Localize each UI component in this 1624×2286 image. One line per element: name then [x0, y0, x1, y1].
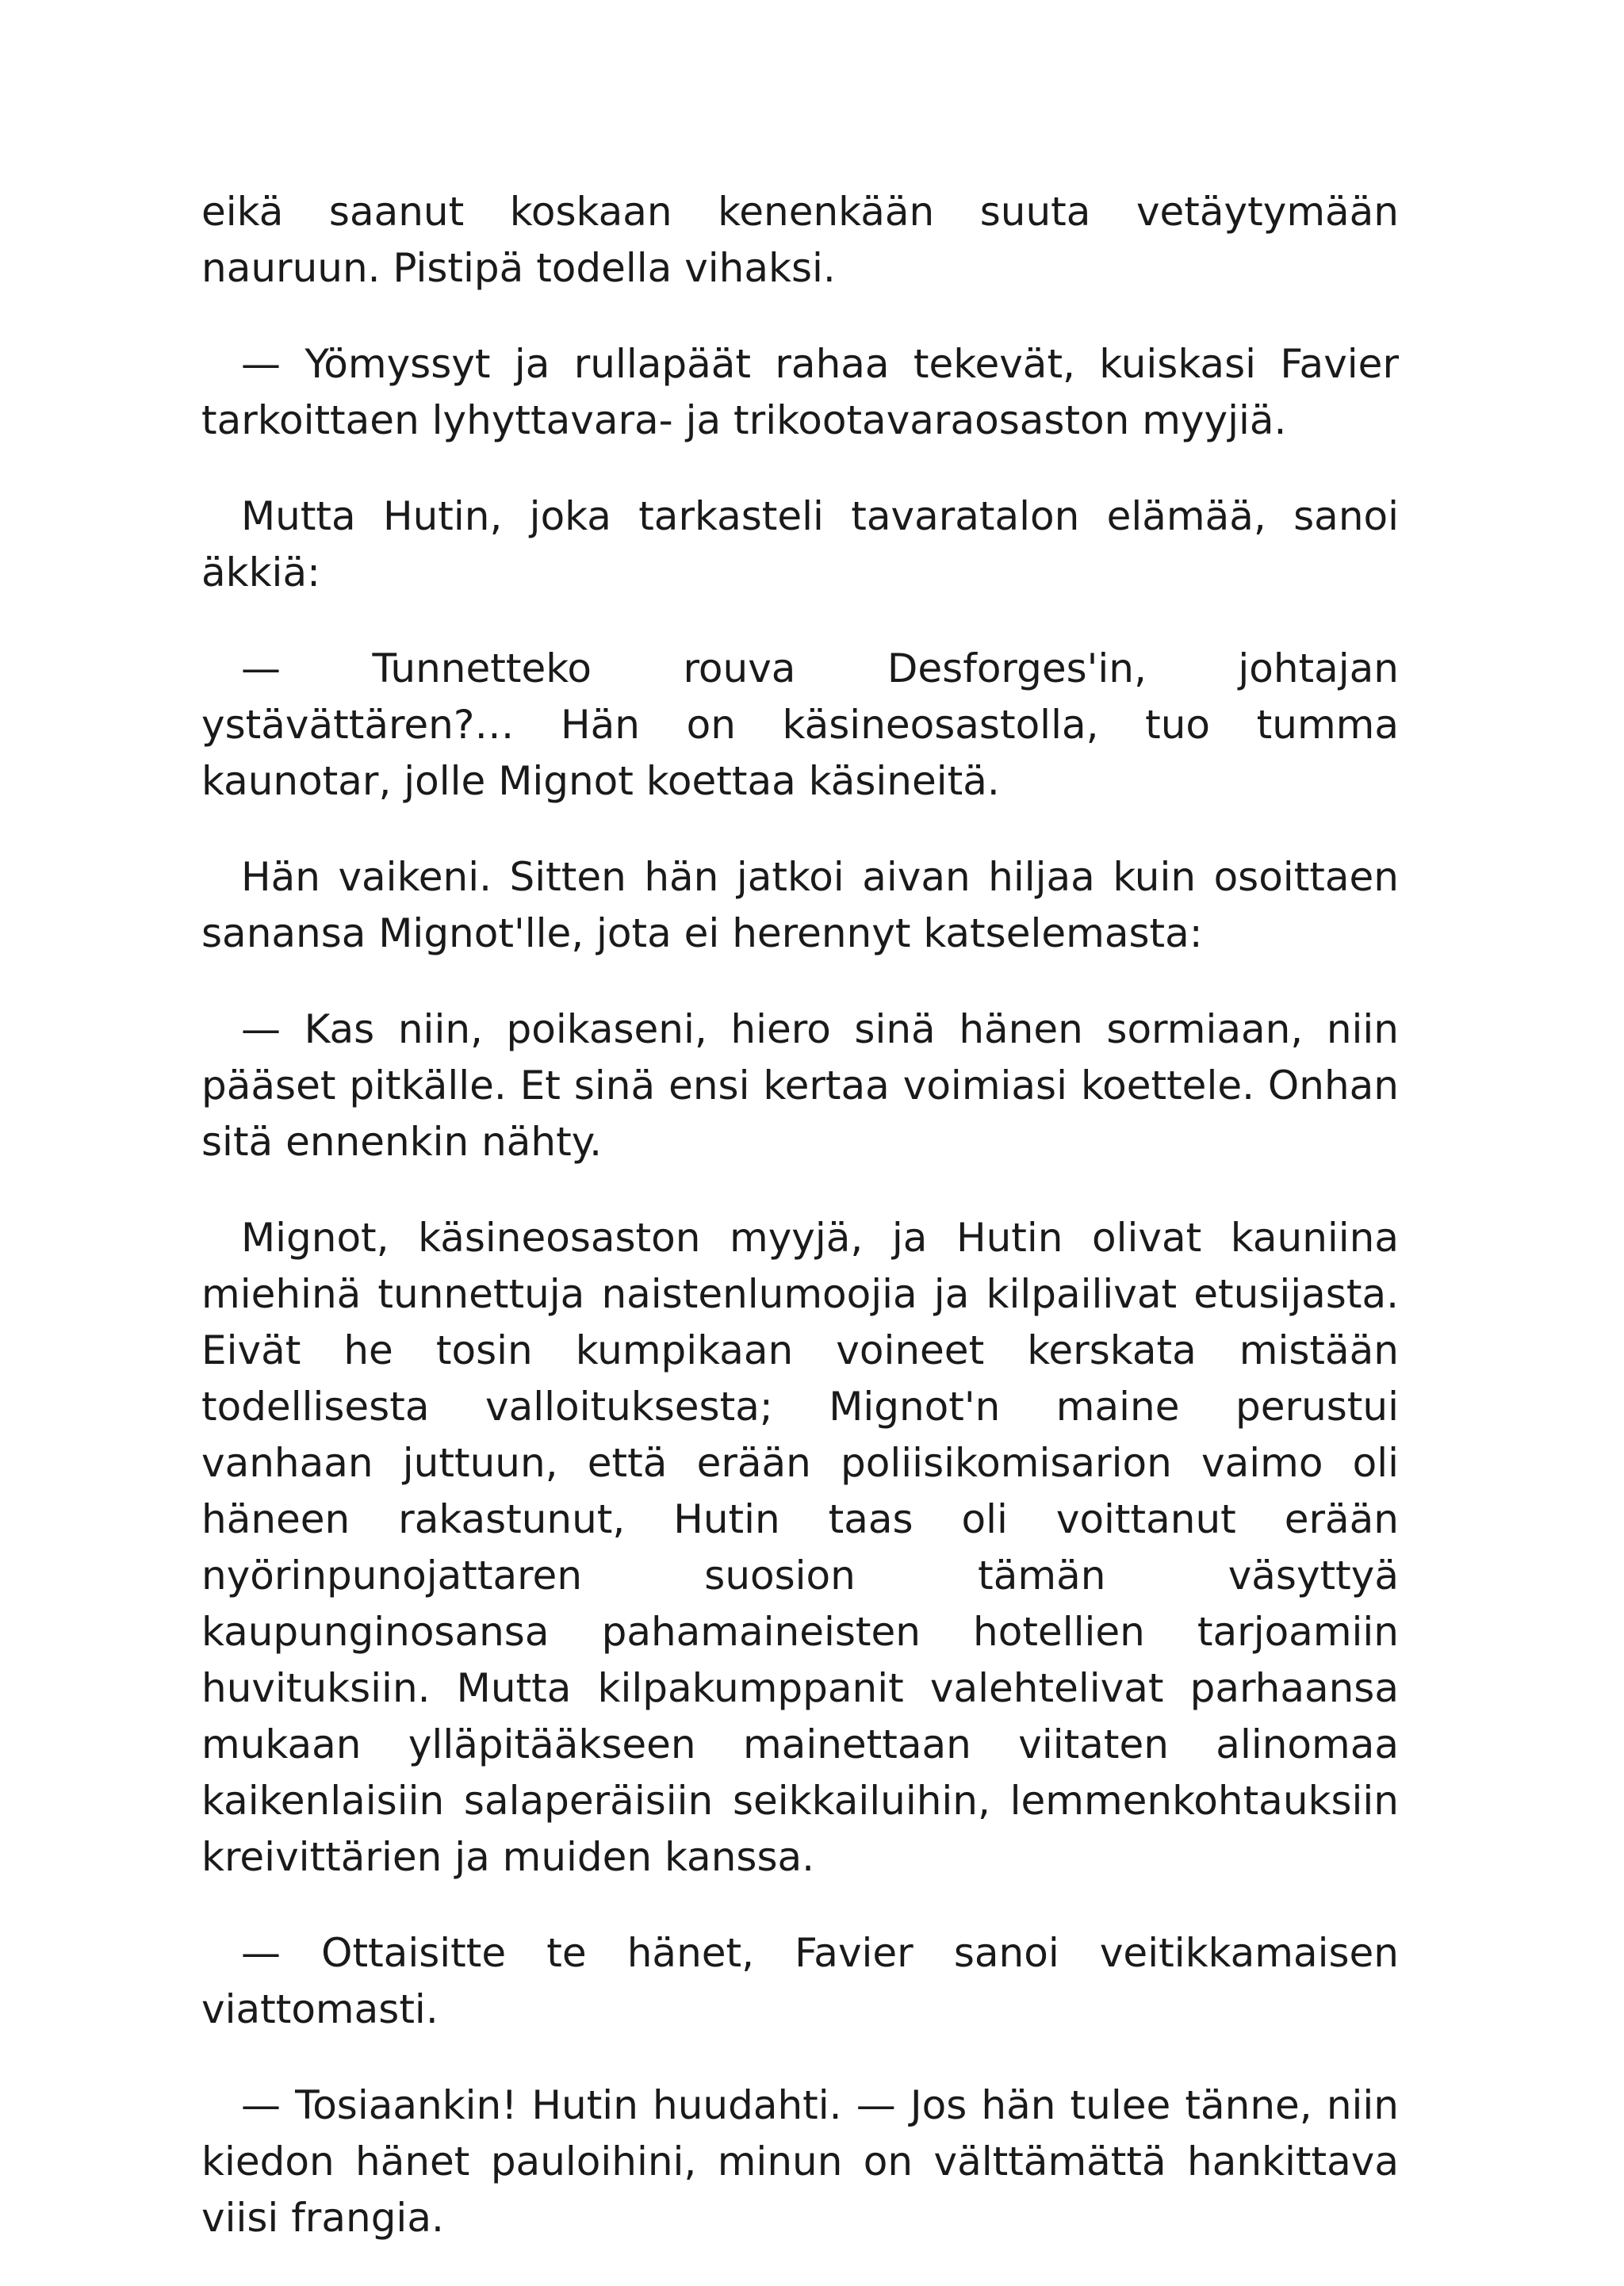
paragraph-dialogue: — Tosiaankin! Hutin huudahti. — Jos hän tulee tänne, niin kiedon hänet pauloihini, minun on välttämättä hankittava viisi frangia.	[201, 2082, 1399, 2241]
paragraph-dialogue: — Tunnetteko rouva Desforges'in, johtajan ystävättären?… Hän on käsineosastolla, tuo tumma kaunotar, jolle Mignot koettaa käsineitä.	[201, 645, 1399, 804]
paragraph-dialogue: — Ottaisitte te hänet, Favier sanoi veitikkamaisen viattomasti.	[201, 1930, 1399, 2032]
paragraph-continued: eikä saanut koskaan kenenkään suuta vetäytymään nauruun. Pistipä todella vihaksi.	[201, 189, 1399, 291]
paragraph-dialogue: — Kas niin, poikaseni, hiero sinä hänen sormiaan, niin pääset pitkälle. Et sinä ensi kertaa voimiasi koettele. Onhan sitä ennenkin nähty.	[201, 1006, 1399, 1165]
body-text	[201, 184, 1399, 2286]
paragraph: Mignot, käsineosaston myyjä, ja Hutin olivat kauniina miehinä tunnettuja naistenlumoojia ja kilpailivat etusijasta. Eivät he tosin kumpikaan voineet kerskata mistään todellisesta valloituksesta; Mignot'n maine perustui vanhaan juttuun, että erään poliisikomisarion vaimo oli häneen rakastunut, Hutin taas oli voittanut erään nyörinpunojattaren suosion tämän väsyttyä kaupunginosansa pahamaineisten hotellien tarjoamiin huvituksiin. Mutta kilpakumppanit valehtelivat parhaansa mukaan ylläpitääkseen mainettaan viitaten alinomaa kaikenlaisiin salaperäisiin seikkailuihin, lemmenkohtauksiin kreivittärien ja muiden kanssa.	[201, 1215, 1399, 1880]
paragraph: Mutta Hutin, joka tarkasteli tavaratalon elämää, sanoi äkkiä:	[201, 493, 1399, 595]
paragraph: Hän vaikeni. Sitten hän jatkoi aivan hiljaa kuin osoittaen sanansa Mignot'lle, jota ei herennyt katselemasta:	[201, 854, 1399, 956]
paragraph-dialogue: — Yömyssyt ja rullapäät rahaa tekevät, kuiskasi Favier tarkoittaen lyhyttavara- ja trikootavaraosaston myyjiä.	[201, 341, 1399, 443]
